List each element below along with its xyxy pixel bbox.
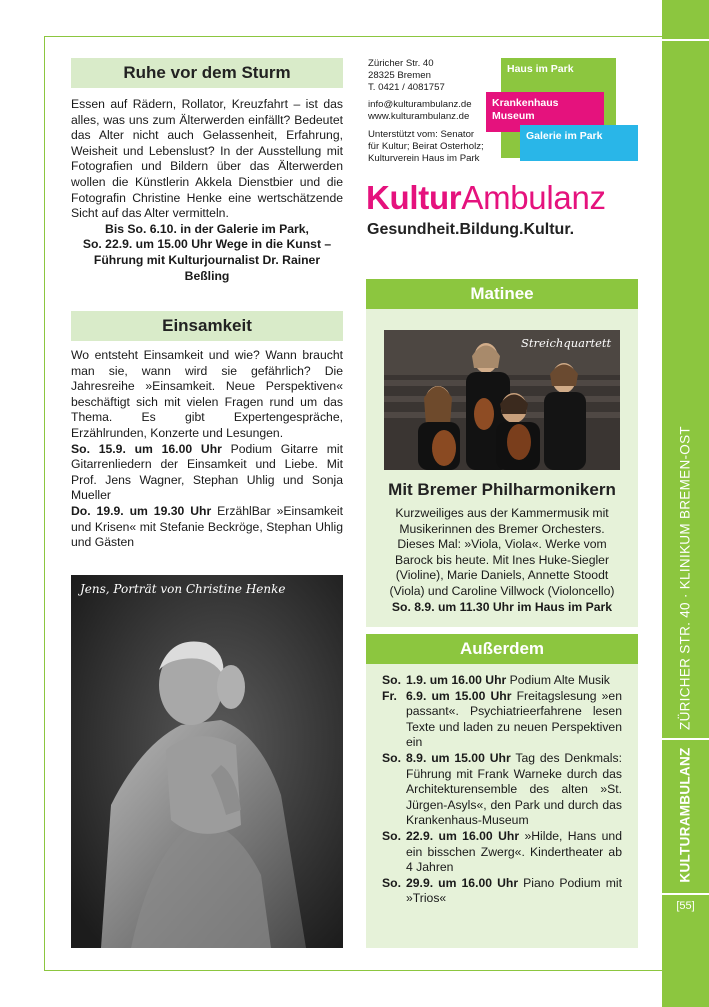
event-day: So. bbox=[382, 875, 401, 890]
event-description bbox=[406, 876, 622, 907]
event-date: 29.9. um 16.00 Uhr bbox=[406, 875, 519, 890]
matinee-heading: Matinee bbox=[366, 279, 638, 309]
quartet-caption: Streichquartett bbox=[521, 336, 612, 350]
event-text: Freitagslesung »en passant«. Psychiatrieerfahrene lesen Texte und laden zu neuen Perspektiven ein bbox=[406, 688, 622, 750]
event-date: 8.9. um 15.00 Uhr bbox=[406, 750, 511, 765]
event-description bbox=[406, 673, 622, 689]
event-date: 1.9. um 16.00 Uhr bbox=[406, 673, 507, 687]
sturm-heading: Ruhe vor dem Sturm bbox=[71, 58, 343, 88]
frame-line-left bbox=[44, 36, 45, 971]
sturm-text: Essen auf Rädern, Rollator, Kreuzfahrt – ist das alles, was uns zum Älterwerden einfällt? Bedeutet das Alter nicht auch Gelassenheit, Erfahrung, Weisheit und Lebenslust? In der Ausstellung mit Fotografien und Bildern über das Älterwerden wollen die Künstlerin Akkela Dienstbier und die Fotografin Christine Henke eine wertschätzende Sicht auf das Alter vermitteln. bbox=[71, 97, 343, 221]
matinee-description bbox=[384, 506, 620, 615]
event-day: So. bbox=[382, 750, 401, 765]
event-day: Fr. bbox=[382, 688, 397, 703]
sidebar-brand: KULTURAMBULANZ bbox=[677, 747, 693, 883]
logo-box-label: Krankenhaus Museum bbox=[492, 97, 559, 122]
address-line: T. 0421 / 4081757 bbox=[368, 82, 445, 94]
event-text: Piano Podium mit »Trios« bbox=[406, 875, 622, 906]
matinee-text: Kurzweiliges aus der Kammermusik mit Musikerinnen des Bremer Orchesters. Dieses Mal: »Viola, Viola«. Werke vom Barock bis heute. Mit Ines Huke-Siegler (Violine), Marie Daniels, Annette Stoodt (Viola) und Caroline Villwock (Violoncello) bbox=[389, 506, 615, 598]
photo-caption: Jens, Porträt von Christine Henke bbox=[80, 582, 286, 596]
event-item bbox=[382, 673, 622, 689]
address-website: www.kulturambulanz.de bbox=[368, 110, 470, 122]
page-number: [55] bbox=[676, 900, 695, 912]
event-date: 6.9. um 15.00 Uhr bbox=[406, 688, 512, 703]
sturm-line3: Führung mit Kulturjournalist Dr. Rainer Beßling bbox=[93, 252, 321, 283]
einsamkeit-heading: Einsamkeit bbox=[71, 311, 343, 341]
event-item bbox=[382, 829, 622, 876]
event-description bbox=[406, 751, 622, 829]
event-text: »Hilde, Hans und ein bisschen Zwerg«. Kindertheater ab 4 Jahren bbox=[406, 828, 622, 875]
logo-tagline: Gesundheit.Bildung.Kultur. bbox=[367, 221, 575, 238]
address-line: Züricher Str. 40 bbox=[368, 58, 434, 69]
matinee-date: So. 8.9. um 11.30 Uhr im Haus im Park bbox=[391, 599, 613, 614]
frame-line-top bbox=[44, 36, 662, 37]
event-item bbox=[382, 689, 622, 751]
einsamkeit-event bbox=[71, 504, 343, 551]
sidebar-divider bbox=[662, 39, 709, 41]
ausserdem-heading: Außerdem bbox=[366, 634, 638, 664]
support-line: Kulturverein Haus im Park bbox=[368, 153, 480, 165]
kulturambulanz-logo bbox=[366, 178, 606, 218]
event-date: Do. 19.9. um 19.30 Uhr bbox=[71, 503, 212, 518]
frame-line-bottom bbox=[44, 970, 662, 971]
sturm-line2: So. 22.9. um 15.00 Uhr Wege in die Kunst – bbox=[82, 237, 332, 252]
support-line: Unterstützt vom: Senator bbox=[368, 129, 475, 141]
support-line: für Kultur; Beirat Osterholz; bbox=[368, 141, 484, 153]
sidebar-divider bbox=[662, 738, 709, 740]
matinee-subtitle: Mit Bremer Philharmonikern bbox=[388, 480, 616, 499]
sidebar-address: ZÜRICHER STR. 40 · KLINIKUM BREMEN-OST bbox=[677, 426, 693, 730]
quartet-illustration bbox=[384, 330, 620, 470]
event-text: Tag des Denkmals: Führung mit Frank Warneke durch das Architekturensemble des alten »St. Jürgen-Asyls«, den Park und durch das Krankenhaus-Museum bbox=[406, 750, 622, 828]
event-text: Podium Gitarre mit Gitarrenliedern der Einsamkeit und Liebe. Mit Prof. Jens Wagner, Stephan Uhlig und Sonja Mueller bbox=[71, 441, 343, 503]
address-line: 28325 Bremen bbox=[368, 70, 431, 82]
sturm-line1: Bis So. 6.10. in der Galerie im Park, bbox=[105, 221, 309, 236]
event-text: Podium Alte Musik bbox=[506, 673, 610, 687]
event-date: 22.9. um 16.00 Uhr bbox=[406, 828, 520, 843]
logo-bold: Kultur bbox=[366, 179, 462, 216]
event-day: So. bbox=[382, 828, 401, 843]
logo-box-label: Haus im Park bbox=[507, 63, 574, 75]
quartet-photo bbox=[384, 330, 620, 470]
einsamkeit-article bbox=[71, 348, 343, 551]
portrait-illustration bbox=[71, 575, 343, 948]
portrait-photo bbox=[71, 575, 343, 948]
logo-box-label: Galerie im Park bbox=[526, 130, 603, 142]
event-day: So. bbox=[382, 673, 401, 687]
einsamkeit-text: Wo entsteht Einsamkeit und wie? Wann braucht man sie, wann wird sie gefährlich? Die Jahresreihe »Einsamkeit. Neue Perspektiven« beschäftigt sich mit vielen Fragen rund um das Thema. Es gibt Expertengespräche, Erzählrunden, Konzerte und Lesungen. bbox=[71, 348, 343, 440]
event-description bbox=[406, 689, 622, 751]
event-item bbox=[382, 751, 622, 829]
address-block bbox=[368, 58, 484, 166]
address-email: info@kulturambulanz.de bbox=[368, 98, 472, 110]
sidebar-divider bbox=[662, 893, 709, 895]
sturm-article bbox=[71, 97, 343, 284]
einsamkeit-event bbox=[71, 442, 343, 504]
logo-rest: Ambulanz bbox=[461, 179, 606, 216]
logo-box-galerie-im-park bbox=[520, 125, 638, 161]
event-item bbox=[382, 876, 622, 907]
event-description bbox=[406, 829, 622, 876]
event-date: So. 15.9. um 16.00 Uhr bbox=[71, 441, 222, 456]
event-text: ErzählBar »Einsamkeit und Krisen« mit Stefanie Beckröge, Stephan Uhlig und Gästen bbox=[71, 503, 343, 550]
ausserdem-list bbox=[382, 673, 622, 907]
